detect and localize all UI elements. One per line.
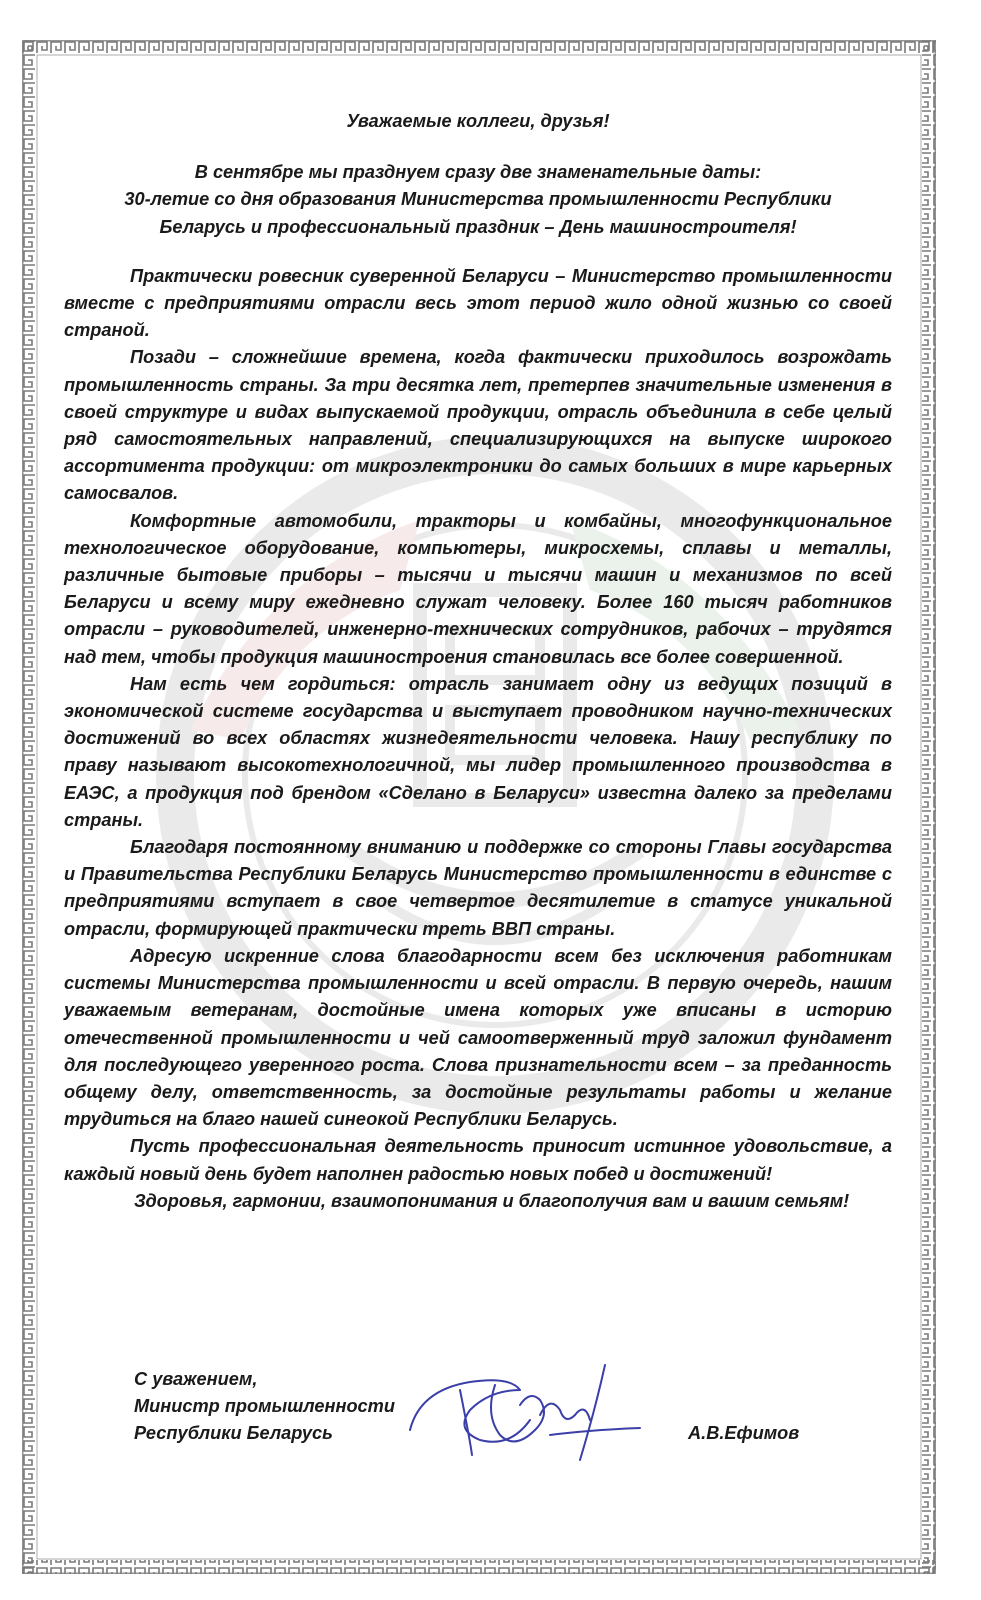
intro-line: 30-летие со дня образования Министерства промышленности Республики (124, 189, 832, 210)
letter-body (64, 108, 892, 1215)
letter-closing: Здоровья, гармонии, взаимопонимания и благополучия вам и вашим семьям! (134, 1190, 850, 1211)
letter-paragraph: Нам есть чем гордиться: отрасль занимает одну из ведущих позиций в экономической системе государства и выступает проводником научно-технических достижений во всех областях жизнедеятельности человека. Нашу республику по праву называют высокотехнологичной, мы лидер промышленного производства в ЕАЭС, а продукция под брендом «Сделано в Беларуси» известна далеко за пределами страны. (64, 673, 892, 830)
handwritten-signature (400, 1360, 650, 1470)
position-line: Министр промышленности (134, 1396, 395, 1416)
letter-paragraph: Пусть профессиональная деятельность приносит истинное удовольствие, а каждый новый день будет наполнен радостью новых побед и достижений! (64, 1136, 892, 1184)
letter-paragraph: Благодаря постоянному вниманию и поддержке со стороны Главы государства и Правительства Республики Беларусь Министерство промышленности в единстве с предприятиями вступает в свое четвертое десятилетие в статусе уникальной отрасли, формирующей практически треть ВВП страны. (64, 837, 892, 939)
letter-paragraph: Позади – сложнейшие времена, когда фактически приходилось возрождать промышленность страны. За три десятка лет, претерпев значительные изменения в своей структуре и видах выпускаемой продукции, отрасль объединила в себе целый ряд самостоятельных направлений, специализирующихся на выпуске широкого ассортимента продукции: от микроэлектроники до самых больших в мире карьерных самосвалов. (64, 347, 892, 504)
letter-paragraph: Адресую искренние слова благодарности всем без исключения работникам системы Министерства промышленности и всей отрасли. В первую очередь, нашим уважаемым ветеранам, достойные имена которых уже вписаны в историю отечественной промышленности и чей самоотверженный труд заложил фундамент для последующего уверенного роста. Слова признательности всем – за преданность общему делу, ответственность, за достойные результаты работы и желание трудиться на благо нашей синеокой Республики Беларусь. (64, 945, 892, 1130)
intro-line: Беларусь и профессиональный праздник – День машиностроителя! (159, 216, 797, 237)
intro-line: В сентябре мы празднуем сразу две знаменательные даты: (194, 162, 762, 183)
signature-title-block (134, 1366, 395, 1447)
letter-greeting: Уважаемые коллеги, друзья! (346, 111, 610, 131)
letter-intro (64, 159, 892, 241)
signoff-line: С уважением, (134, 1369, 258, 1389)
letter-paragraph: Практически ровесник суверенной Беларуси – Министерство промышленности вместе с предприятиями отрасли весь этот период жило одной жизнью со своей страной. (64, 265, 892, 341)
signatory-name: А.В.Ефимов (688, 1423, 800, 1443)
letter-paragraph: Комфортные автомобили, тракторы и комбайны, многофункциональное технологическое оборудование, компьютеры, микросхемы, сплавы и металлы, различные бытовые приборы – тысячи и тысячи машин и механизмов по всей Беларуси и всему миру ежедневно служат человеку. Более 160 тысяч работников отрасли – руководителей, инженерно-технических сотрудников, рабочих – трудятся над тем, чтобы продукция машиностроения становилась все более совершенной. (64, 510, 892, 667)
position-line: Республики Беларусь (134, 1423, 333, 1443)
